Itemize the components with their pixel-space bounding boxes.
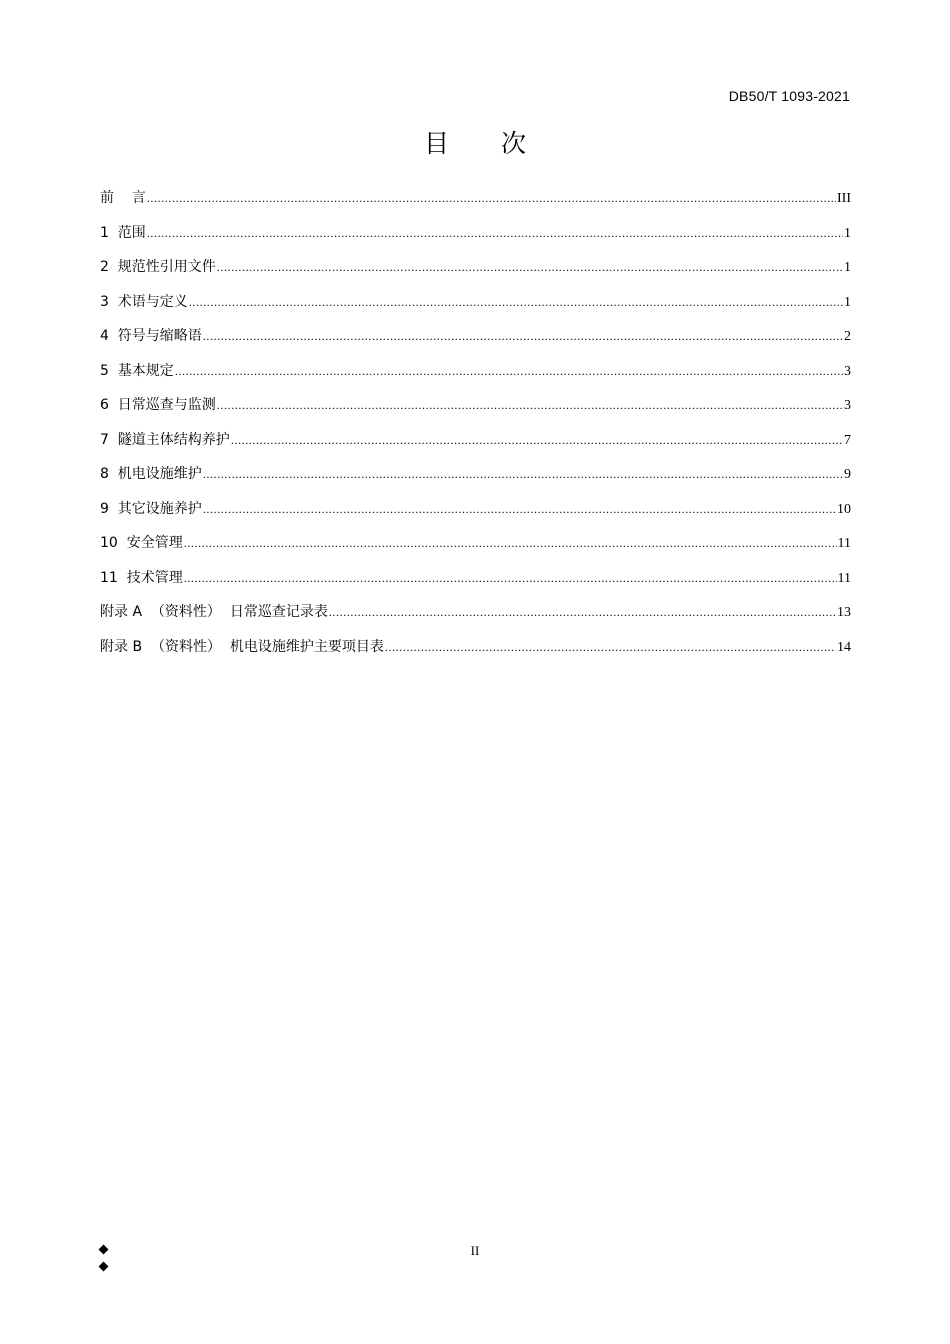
- toc-entry[interactable]: [100, 188, 851, 223]
- toc-entry[interactable]: [100, 326, 851, 361]
- page-title: 目 次: [424, 129, 548, 158]
- toc-entry[interactable]: [100, 533, 851, 568]
- toc-entry-label: 9 其它设施养护: [100, 500, 202, 517]
- toc-entry[interactable]: [100, 464, 851, 499]
- document-code: DB50/T 1093-2021: [728, 88, 850, 104]
- toc-dot-leader: [217, 257, 843, 277]
- toc-dot-leader: [189, 292, 843, 312]
- toc-entry[interactable]: [100, 223, 851, 258]
- toc-dot-leader: [203, 464, 843, 484]
- toc-entry-label: 附录 A （资料性） 日常巡查记录表: [100, 604, 328, 620]
- table-of-contents: [100, 188, 851, 671]
- toc-entry-page: 14: [837, 639, 851, 655]
- toc-entry-page: 10: [837, 501, 851, 517]
- toc-entry-label: 前 言: [100, 190, 146, 206]
- toc-dot-leader: [184, 533, 837, 553]
- toc-entry[interactable]: [100, 637, 851, 672]
- toc-entry[interactable]: [100, 257, 851, 292]
- toc-entry-label: 4 符号与缩略语: [100, 328, 202, 344]
- toc-entry-page: 3: [844, 398, 851, 413]
- toc-entry-label: 5 基本规定: [100, 362, 174, 379]
- toc-entry[interactable]: [100, 361, 851, 396]
- toc-entry-page: 1: [844, 294, 851, 310]
- toc-entry-label: 附录 B （资料性） 机电设施维护主要项目表: [100, 638, 384, 655]
- toc-entry-label: 8 机电设施维护: [100, 466, 202, 482]
- toc-entry-page: 9: [844, 467, 851, 482]
- toc-entry-label: 11 技术管理: [100, 569, 183, 586]
- toc-dot-leader: [184, 568, 837, 588]
- page-number: II: [470, 1243, 480, 1258]
- toc-entry-label: 1 范围: [100, 224, 146, 241]
- toc-entry-label: 3 术语与定义: [100, 293, 188, 310]
- toc-entry-label: 7 隧道主体结构养护: [100, 431, 230, 448]
- toc-dot-leader: [203, 499, 836, 519]
- toc-entry-page: III: [837, 191, 851, 206]
- toc-entry[interactable]: [100, 292, 851, 327]
- toc-entry-page: 11: [837, 536, 851, 551]
- toc-entry[interactable]: [100, 602, 851, 637]
- toc-entry[interactable]: [100, 430, 851, 465]
- toc-entry-page: 11: [837, 570, 851, 586]
- toc-dot-leader: [175, 361, 843, 381]
- toc-entry-page: 3: [844, 363, 851, 379]
- diamond-bullet-icon: [99, 1262, 109, 1272]
- toc-dot-leader: [147, 223, 843, 243]
- toc-entry[interactable]: [100, 395, 851, 430]
- toc-entry-label: 10 安全管理: [100, 535, 183, 551]
- toc-dot-leader: [329, 602, 836, 622]
- toc-entry[interactable]: [100, 499, 851, 534]
- toc-entry-page: 7: [844, 432, 851, 448]
- toc-entry-label: 6 日常巡查与监测: [100, 397, 216, 413]
- toc-dot-leader: [147, 188, 836, 208]
- toc-entry-page: 1: [844, 225, 851, 241]
- toc-entry-page: 1: [844, 260, 851, 275]
- toc-dot-leader: [385, 637, 836, 657]
- toc-dot-leader: [203, 326, 843, 346]
- toc-entry[interactable]: [100, 568, 851, 603]
- toc-entry-page: 2: [844, 329, 851, 344]
- toc-dot-leader: [231, 430, 843, 450]
- toc-dot-leader: [217, 395, 843, 415]
- toc-entry-label: 2 规范性引用文件: [100, 259, 216, 275]
- toc-entry-page: 13: [837, 605, 851, 620]
